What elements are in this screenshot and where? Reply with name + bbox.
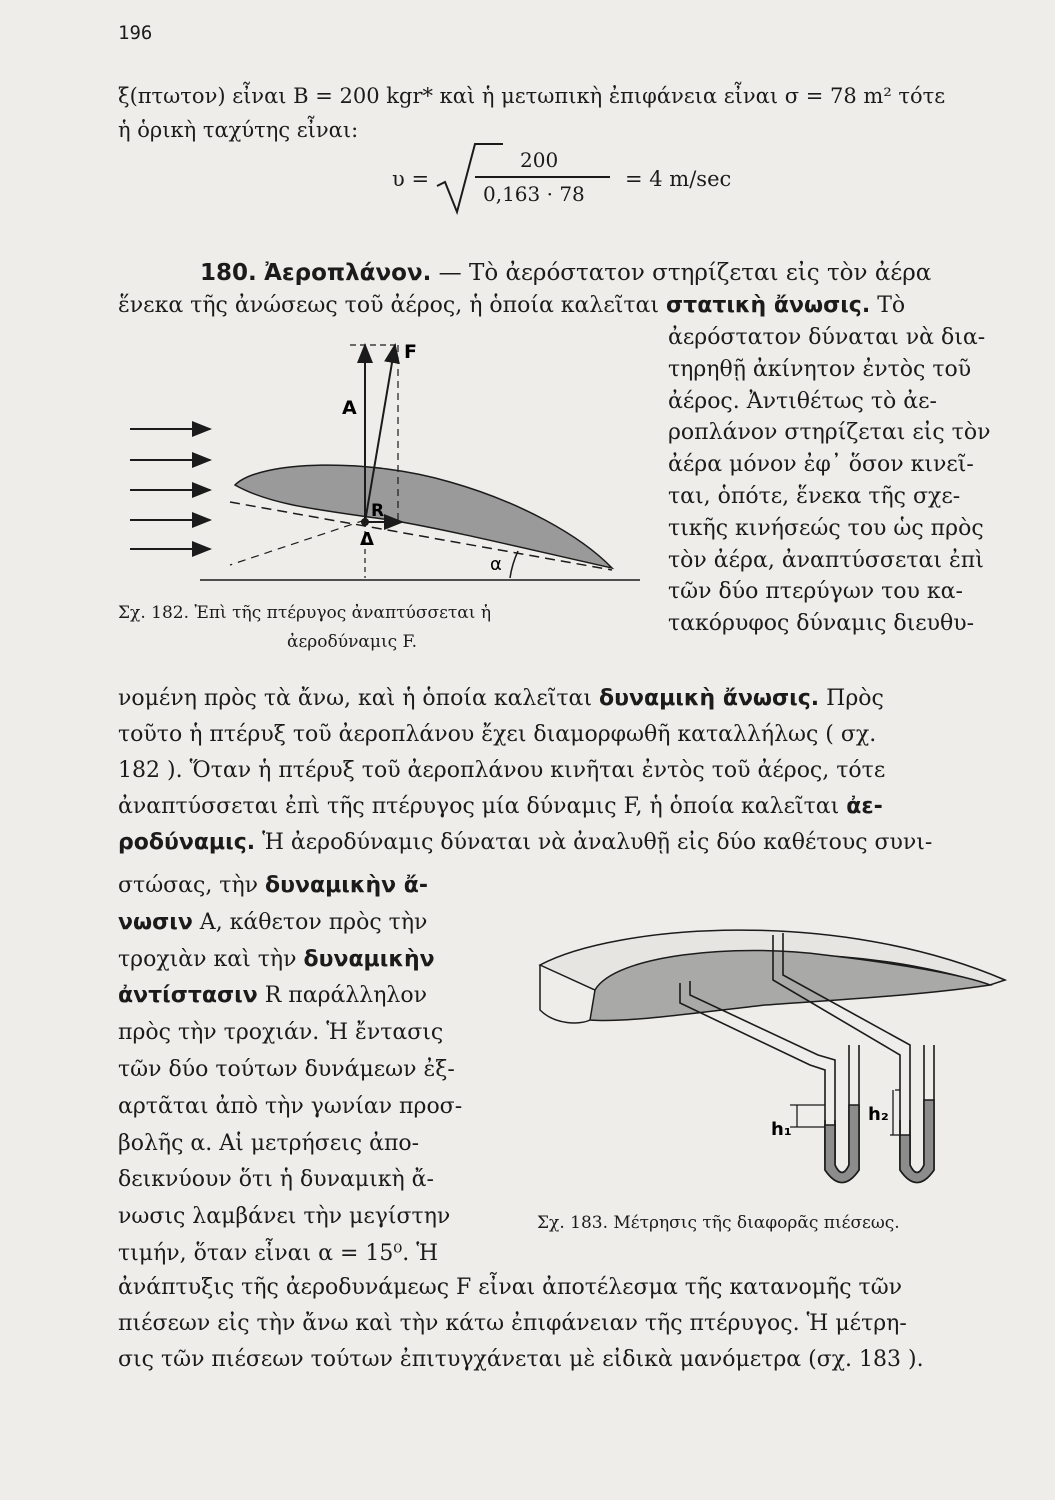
right-column (668, 322, 1008, 640)
text: στώσας, τὴν (118, 873, 266, 898)
body-line-1 (118, 686, 884, 711)
right-col-line: τακόρυφος δύναμις διευθυ- (668, 611, 975, 637)
right-col-line: τηρηθῇ ἀκίνητον ἐντὸς τοῦ (668, 356, 972, 382)
formula-rhs: = 4 m/sec (625, 167, 732, 191)
term: ἀντίστασιν (118, 983, 258, 1009)
intro-line-2: ἡ ὁρικὴ ταχύτης εἶναι: (118, 118, 359, 142)
closing-line-3: σις τῶν πιέσεων τούτων ἐπιτυγχάνεται μὲ εἰδικὰ μανόμετρα (σχ. 183 ). (118, 1347, 924, 1372)
fig182-caption-1: Σχ. 182. Ἐπὶ τῆς πτέρυγος ἀναπτύσσεται ἡ (118, 603, 492, 623)
term-aerodynamic-force-end: ροδύναμις. (118, 830, 256, 855)
airflow-arrows (130, 429, 210, 549)
right-col-line: τῶν δύο πτερύγων του κα- (668, 579, 963, 605)
section-line-1: Τὸ ἀερόστατον στηρίζεται εἰς τὸν ἀέρα (468, 260, 932, 286)
closing-line-2: πιέσεων εἰς τὴν ἄνω καὶ τὴν κάτω ἐπιφάνειαν τῆς πτέρυγος. Ἡ μέτρη- (118, 1311, 907, 1336)
body-line-5 (118, 830, 932, 855)
velocity-formula (380, 140, 740, 220)
left-col-line (118, 1236, 518, 1273)
right-col-line: ται, ὁπότε, ἕνεκα τῆς σχε- (668, 483, 961, 509)
closing-line-1: ἀνάπτυξις τῆς ἀεροδυνάμεως F εἶναι ἀποτέλεσμα τῆς κατανομῆς τῶν (118, 1275, 903, 1300)
body-line-1-text: νομένη πρὸς τὰ ἄνω, καὶ ἡ ὁποία καλεῖται (118, 686, 593, 711)
right-col-line: ἀέρος. Ἀντιθέτως τὸ ἀε- (668, 388, 937, 414)
text: νωσις λαμβάνει τὴν μεγίστην (118, 1204, 451, 1230)
force-origin-point (361, 518, 369, 526)
section-dash: — (438, 260, 462, 286)
body-line-1-end: Πρὸς (826, 686, 884, 711)
label-F: F (404, 341, 417, 363)
section-number: 180. (200, 260, 257, 286)
body-line-3: 182 ). Ὅταν ἡ πτέρυξ τοῦ ἀεροπλάνου κινῆται ἐντὸς τοῦ ἀέρος, τότε (118, 758, 886, 783)
term: νωσιν (118, 909, 193, 935)
figure-183-manometer-diagram (535, 895, 1025, 1205)
left-col-line (118, 1052, 518, 1089)
label-delta: Δ (360, 529, 374, 550)
left-column (118, 868, 518, 1273)
section-heading (200, 260, 931, 286)
section-line-2-text: ἕνεκα τῆς ἀνώσεως τοῦ ἀέρος, ἡ ὁποία καλεῖται (118, 293, 660, 318)
body-line-5-text: Ἡ ἀεροδύναμις δύναται νὰ ἀναλυθῇ εἰς δύο καθέτους συνι- (262, 830, 933, 855)
left-col-line (118, 1015, 518, 1052)
section-line-2 (118, 293, 905, 318)
term: δυναμικὴν (303, 946, 435, 972)
body-line-4 (118, 794, 883, 819)
term-static-lift: στατικὴ ἄνωσις. (666, 293, 871, 318)
right-col-line: ἀέρα μόνον ἐφ᾽ ὅσον κινεῖ- (668, 452, 974, 478)
text: βολῆς α. Αἱ μετρήσεις ἀπο- (118, 1130, 420, 1156)
text: τῶν δύο τούτων δυνάμεων ἐξ- (118, 1056, 455, 1082)
formula-denominator: 0,163 · 78 (483, 182, 585, 206)
formula-numerator: 200 (520, 148, 559, 172)
liquid-column-2 (900, 1100, 934, 1183)
wing-profile (235, 465, 612, 568)
left-col-line (118, 1199, 518, 1236)
body-line-4-text: ἀναπτύσσεται ἐπὶ τῆς πτέρυγος μία δύναμις F, ἡ ὁποία καλεῖται (118, 794, 840, 819)
label-alpha: α (490, 554, 502, 575)
section-line-2-end: Τὸ (877, 293, 906, 318)
fig182-caption-2: ἀεροδύναμις F. (287, 632, 418, 652)
right-col-line: τικῆς κινήσεώς του ὡς πρὸς (668, 515, 984, 541)
section-title: Ἀεροπλάνον. (264, 260, 432, 286)
body-line-2: τοῦτο ἡ πτέρυξ τοῦ ἀεροπλάνου ἔχει διαμορφωθῆ καταλλήλως ( σχ. (118, 722, 877, 747)
right-col-line: ἀερόστατον δύναται νὰ δια- (668, 325, 986, 350)
text: αρτᾶται ἀπὸ τὴν γωνίαν προσ- (118, 1093, 463, 1119)
left-col-line (118, 905, 518, 942)
text: τιμήν, ὅταν εἶναι α = 15⁰. Ἡ (118, 1240, 439, 1266)
label-h1: h₁ (771, 1119, 792, 1140)
text: A, κάθετον πρὸς τὴν (192, 909, 428, 935)
label-R: R (371, 501, 385, 521)
text: δεικνύουν ὅτι ἡ δυναμικὴ ἄ- (118, 1167, 434, 1193)
left-col-line (118, 978, 518, 1015)
fraction-bar (475, 176, 610, 178)
u-tube-2-inner (910, 1045, 924, 1173)
left-col-line (118, 868, 518, 905)
u-tube-1-inner (835, 1045, 849, 1173)
left-col-line (118, 942, 518, 979)
left-col-line (118, 1162, 518, 1199)
text: πρὸς τὴν τροχιάν. Ἡ ἔντασις (118, 1020, 444, 1046)
intro-line-1: ξ(πτωτον) εἶναι B = 200 kgr* καὶ ἡ μετωπικὴ ἐπιφάνεια εἶναι σ = 78 m² τότε (118, 84, 946, 108)
construction-line (230, 520, 365, 565)
left-col-line (118, 1089, 518, 1126)
term-aerodynamic-force-start: ἀε- (846, 794, 883, 819)
fig183-caption: Σχ. 183. Μέτρησις τῆς διαφορᾶς πιέσεως. (537, 1213, 900, 1233)
right-col-line: τὸν ἀέρα, ἀναπτύσσεται ἐπὶ (668, 547, 984, 573)
angle-arc (510, 551, 518, 578)
term: δυναμικὴν ἄ- (265, 873, 429, 898)
formula-lhs: υ = (392, 167, 430, 191)
text: τροχιὰν καὶ τὴν (118, 946, 304, 972)
term-dynamic-lift: δυναμικὴ ἄνωσις. (599, 686, 820, 711)
figure-182-wing-diagram (120, 330, 660, 595)
left-col-line (118, 1126, 518, 1163)
label-A: A (342, 397, 357, 419)
right-col-line: ροπλάνον στηρίζεται εἰς τὸν (668, 420, 991, 446)
page-number: 196 (118, 22, 153, 44)
liquid-column-1 (825, 1105, 859, 1183)
text: R παράλληλον (257, 983, 427, 1009)
label-h2: h₂ (868, 1104, 889, 1125)
